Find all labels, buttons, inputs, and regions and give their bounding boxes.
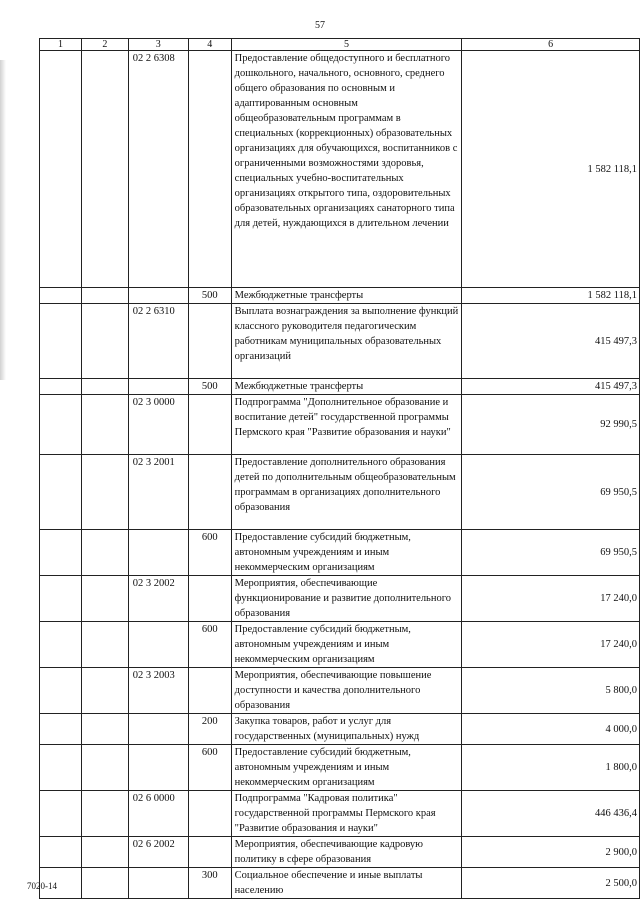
cell-col2: [81, 304, 128, 379]
expense-type-code: 600: [188, 530, 231, 576]
table-row: [40, 288, 640, 304]
cell-col2: [81, 837, 128, 868]
expense-type-code: 600: [188, 745, 231, 791]
item-amount: 2 500,0: [462, 868, 640, 899]
item-amount: 2 900,0: [462, 837, 640, 868]
item-name: Подпрограмма "Кадровая политика" государственной программы Пермского края "Развитие образования и науки": [231, 791, 462, 837]
item-name: Мероприятия, обеспечивающие кадровую политику в сфере образования: [231, 837, 462, 868]
target-article-code: 02 2 6308: [128, 51, 188, 288]
cell-col2: [81, 379, 128, 395]
column-header-6: 6: [462, 39, 640, 51]
expense-type-code: [188, 51, 231, 288]
cell-col1: [40, 379, 82, 395]
item-amount: 1 582 118,1: [462, 51, 640, 288]
expense-type-code: 600: [188, 622, 231, 668]
item-amount: 415 497,3: [462, 304, 640, 379]
target-article-code: [128, 288, 188, 304]
table-row: [40, 304, 640, 379]
table-row: [40, 791, 640, 837]
item-amount: 4 000,0: [462, 714, 640, 745]
expense-type-code: [188, 791, 231, 837]
table-row: [40, 576, 640, 622]
cell-col1: [40, 622, 82, 668]
expense-type-code: [188, 837, 231, 868]
cell-col2: [81, 745, 128, 791]
cell-col1: [40, 576, 82, 622]
column-header-1: 1: [40, 39, 82, 51]
target-article-code: 02 3 2003: [128, 668, 188, 714]
cell-col1: [40, 668, 82, 714]
cell-col2: [81, 51, 128, 288]
item-amount: 69 950,5: [462, 455, 640, 530]
table-row: [40, 745, 640, 791]
expense-type-code: 300: [188, 868, 231, 899]
cell-col1: [40, 530, 82, 576]
item-amount: 415 497,3: [462, 379, 640, 395]
target-article-code: [128, 868, 188, 899]
column-header-3: 3: [128, 39, 188, 51]
item-amount: 92 990,5: [462, 395, 640, 455]
cell-col1: [40, 837, 82, 868]
item-name: Социальное обеспечение и иные выплаты населению: [231, 868, 462, 899]
cell-col2: [81, 668, 128, 714]
cell-col2: [81, 455, 128, 530]
item-amount: 69 950,5: [462, 530, 640, 576]
table-row: [40, 837, 640, 868]
cell-col1: [40, 304, 82, 379]
item-name: Мероприятия, обеспечивающие функционирование и развитие дополнительного образования: [231, 576, 462, 622]
table-row: [40, 455, 640, 530]
item-name: Подпрограмма "Дополнительное образование и воспитание детей" государственной программы Пермского края "Развитие образования и науки": [231, 395, 462, 455]
target-article-code: [128, 530, 188, 576]
expense-type-code: 500: [188, 288, 231, 304]
cell-col1: [40, 745, 82, 791]
item-amount: 17 240,0: [462, 576, 640, 622]
cell-col1: [40, 455, 82, 530]
item-amount: 446 436,4: [462, 791, 640, 837]
item-name: Предоставление субсидий бюджетным, автономным учреждениям и иным некоммерческим организациям: [231, 622, 462, 668]
page-number: 57: [315, 20, 325, 31]
cell-col2: [81, 395, 128, 455]
cell-col1: [40, 288, 82, 304]
target-article-code: 02 2 6310: [128, 304, 188, 379]
table-row: [40, 868, 640, 899]
item-name: Предоставление субсидий бюджетным, автономным учреждениям и иным некоммерческим организациям: [231, 530, 462, 576]
cell-col2: [81, 791, 128, 837]
expense-type-code: [188, 668, 231, 714]
cell-col1: [40, 791, 82, 837]
item-amount: 17 240,0: [462, 622, 640, 668]
item-name: Выплата вознаграждения за выполнение функций классного руководителя педагогическим работникам муниципальных образовательных организаций: [231, 304, 462, 379]
table-row: [40, 395, 640, 455]
item-name: Предоставление дополнительного образования детей по дополнительным общеобразовательным программам в организациях дополнительного образования: [231, 455, 462, 530]
expense-type-code: [188, 455, 231, 530]
item-amount: 1 582 118,1: [462, 288, 640, 304]
header-row: [40, 39, 640, 51]
target-article-code: [128, 745, 188, 791]
item-name: Мероприятия, обеспечивающие повышение доступности и качества дополнительного образования: [231, 668, 462, 714]
table-row: [40, 714, 640, 745]
target-article-code: 02 3 0000: [128, 395, 188, 455]
cell-col1: [40, 395, 82, 455]
expense-type-code: [188, 304, 231, 379]
column-header-2: 2: [81, 39, 128, 51]
target-article-code: 02 3 2001: [128, 455, 188, 530]
item-amount: 5 800,0: [462, 668, 640, 714]
table-row: [40, 530, 640, 576]
cell-col1: [40, 714, 82, 745]
cell-col2: [81, 868, 128, 899]
scan-edge-shadow: [0, 60, 6, 380]
item-name: Межбюджетные трансферты: [231, 379, 462, 395]
expense-type-code: 200: [188, 714, 231, 745]
cell-col1: [40, 51, 82, 288]
table-row: [40, 379, 640, 395]
target-article-code: 02 3 2002: [128, 576, 188, 622]
cell-col2: [81, 576, 128, 622]
target-article-code: [128, 622, 188, 668]
cell-col2: [81, 622, 128, 668]
budget-table: [39, 38, 640, 899]
column-header-4: 4: [188, 39, 231, 51]
cell-col2: [81, 530, 128, 576]
item-name: Закупка товаров, работ и услуг для государственных (муниципальных) нужд: [231, 714, 462, 745]
target-article-code: [128, 379, 188, 395]
column-header-5: 5: [231, 39, 462, 51]
item-name: Предоставление общедоступного и бесплатного дошкольного, начального, основного, среднего общего образования по основным и адаптированным основным общеобразовательным программам в специальных (коррекционных) образовательных организациях для обучающихся, воспитанников с ограниченными возможностями здоровья, специальных учебно-воспитательных организациях открытого типа, оздоровительных образовательных организациях санаторного типа для детей, нуждающихся в длительном лечении: [231, 51, 462, 288]
item-amount: 1 800,0: [462, 745, 640, 791]
target-article-code: [128, 714, 188, 745]
target-article-code: 02 6 2002: [128, 837, 188, 868]
expense-type-code: [188, 395, 231, 455]
document-code: 7020-14: [27, 881, 57, 891]
table-row: [40, 668, 640, 714]
table-row: [40, 51, 640, 288]
target-article-code: 02 6 0000: [128, 791, 188, 837]
item-name: Межбюджетные трансферты: [231, 288, 462, 304]
table-row: [40, 622, 640, 668]
item-name: Предоставление субсидий бюджетным, автономным учреждениям и иным некоммерческим организациям: [231, 745, 462, 791]
cell-col2: [81, 714, 128, 745]
expense-type-code: 500: [188, 379, 231, 395]
cell-col2: [81, 288, 128, 304]
expense-type-code: [188, 576, 231, 622]
